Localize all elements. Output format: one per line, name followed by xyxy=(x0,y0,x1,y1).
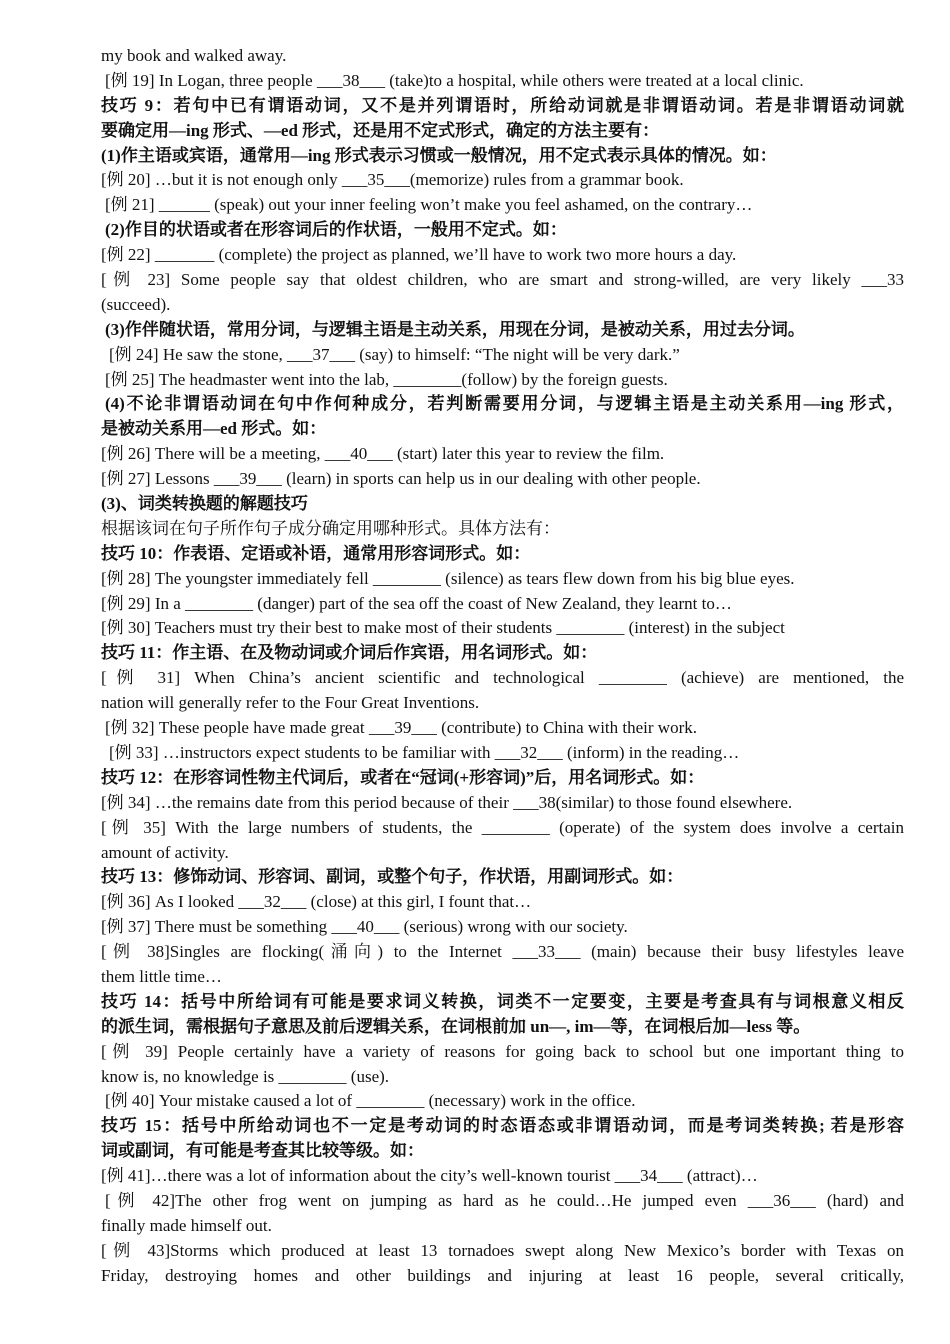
text-line: [例 26] There will be a meeting, ___40___ (start) later this year to review the film. xyxy=(101,444,665,464)
text-line: [例 37] There must be something ___40___ (serious) wrong with our society. xyxy=(101,917,628,937)
heading-line: (2)作目的状语或者在形容词后的作状语，一般用不定式。如： xyxy=(105,220,567,240)
text-line: [例 24] He saw the stone, ___37___ (say) to himself: “The night will be very dark.” xyxy=(109,344,680,364)
heading-line: (3)作伴随状语，常用分词，与逻辑主语是主动关系，用现在分词，是被动关系，用过去分词。 xyxy=(105,319,805,339)
text-line: [例 23] Some people say that oldest children, who are smart and strong-willed, are very likely ___33 xyxy=(101,270,904,290)
text-line: (succeed). xyxy=(101,294,171,314)
text-line: [例 28] The youngster immediately fell ________ (silence) as tears flew down from his big blue eyes. xyxy=(101,568,795,588)
text-line: [例 20] …but it is not enough only ___35___(memorize) rules from a grammar book. xyxy=(101,170,684,190)
text-line: [例 41]…there was a lot of information about the city’s well-known tourist ___34___ (attract)… xyxy=(101,1166,758,1186)
heading-line: 技巧 13：修饰动词、形容词、副词，或整个句子，作状语，用副词形式。如： xyxy=(101,867,684,887)
text-line: Friday, destroying homes and other buildings and injuring at least 16 people, several critically, xyxy=(101,1265,904,1285)
text-line: [例 27] Lessons ___39___ (learn) in sports can help us in our dealing with other people. xyxy=(101,469,701,489)
heading-line: (3)、词类转换题的解题技巧 xyxy=(101,494,308,514)
text-line: [例 38]Singles are flocking(涌向) to the Internet ___33___ (main) because their busy lifestyles leave xyxy=(101,942,904,962)
text-line: [例 29] In a ________ (danger) part of the sea off the coast of New Zealand, they learnt to… xyxy=(101,593,732,613)
text-line: amount of activity. xyxy=(101,842,229,862)
heading-line: (1)作主语或宾语，通常用—ing 形式表示习惯或一般情况，用不定式表示具体的情况。如： xyxy=(101,145,777,165)
heading-line: 技巧 11：作主语、在及物动词或介词后作宾语，用名词形式。如： xyxy=(101,643,598,663)
text-line: [例 40] Your mistake caused a lot of ________ (necessary) work in the office. xyxy=(105,1091,636,1111)
heading-line: 技巧 10：作表语、定语或补语，通常用形容词形式。如： xyxy=(101,543,531,563)
text-line: [例 32] These people have made great ___39___ (contribute) to China with their work. xyxy=(105,718,697,738)
heading-line: 的派生词，需根据句子意思及前后逻辑关系，在词根前加 un—, im—等，在词根后加—less 等。 xyxy=(101,1016,811,1036)
heading-line: 技巧 15：括号中所给动词也不一定是考动词的时态语态或非谓语动词，而是考词类转换; 若是形容 xyxy=(101,1116,904,1136)
text-line: [例 19] In Logan, three people ___38___ (take)to a hospital, while others were treated at a local clinic. xyxy=(105,70,804,90)
text-line: [例 34] …the remains date from this period because of their ___38(similar) to those found elsewhere. xyxy=(101,792,793,812)
text-line: [例 21] ______ (speak) out your inner feeling won’t make you feel ashamed, on the contrary… xyxy=(105,195,753,215)
text-line: them little time… xyxy=(101,966,222,986)
heading-line: (4)不论非谓语动词在句中作何种成分，若判断需要用分词，与逻辑主语是主动关系用—ing 形式， xyxy=(105,394,904,414)
text-line: know is, no knowledge is ________ (use). xyxy=(101,1066,390,1086)
text-line: [例 31] When China’s ancient scientific and technological ________ (achieve) are mentioned, the xyxy=(101,668,904,688)
text-line: [例 42]The other frog went on jumping as hard as he could…He jumped even ___36___ (hard) and xyxy=(105,1190,904,1210)
text-line: [例 35] With the large numbers of students, the ________ (operate) of the system does involve a certain xyxy=(101,817,904,837)
text-line: [例 30] Teachers must try their best to make most of their students ________ (interest) in the subject xyxy=(101,618,785,638)
text-line: finally made himself out. xyxy=(101,1215,272,1235)
text-line: [例 22] _______ (complete) the project as planned, we’ll have to work two more hours a day. xyxy=(101,245,737,265)
heading-line: 是被动关系用—ed 形式。如： xyxy=(101,419,327,439)
text-line: [例 36] As I looked ___32___ (close) at this girl, I fount that… xyxy=(101,892,532,912)
text-line: [例 33] …instructors expect students to be familiar with ___32___ (inform) in the reading… xyxy=(109,742,740,762)
text-line: 根据该词在句子所作句子成分确定用哪种形式。具体方法有： xyxy=(101,518,560,538)
heading-line: 词或副词，有可能是考查其比较等级。如： xyxy=(101,1141,424,1161)
text-line: [例 25] The headmaster went into the lab, ________(follow) by the foreign guests. xyxy=(105,369,668,389)
heading-line: 技巧 9：若句中已有谓语动词，又不是并列谓语时，所给动词就是非谓语动词。若是非谓语动词就 xyxy=(101,95,904,115)
text-line: my book and walked away. xyxy=(101,46,287,65)
heading-line: 技巧 12：在形容词性物主代词后，或者在“冠词(+形容词)”后，用名词形式。如： xyxy=(101,767,705,787)
text-line: [例 39] People certainly have a variety of reasons for going back to school but one important thing to xyxy=(101,1041,904,1061)
heading-line: 要确定用—ing 形式、—ed 形式，还是用不定式形式，确定的方法主要有： xyxy=(101,120,660,140)
text-line: [例 43]Storms which produced at least 13 tornadoes swept along New Mexico’s border with Texas on xyxy=(101,1240,904,1260)
heading-line: 技巧 14：括号中所给词有可能是要求词义转换，词类不一定要变，主要是考查具有与词根意义相反 xyxy=(101,991,904,1011)
text-line: nation will generally refer to the Four Great Inventions. xyxy=(101,693,480,713)
